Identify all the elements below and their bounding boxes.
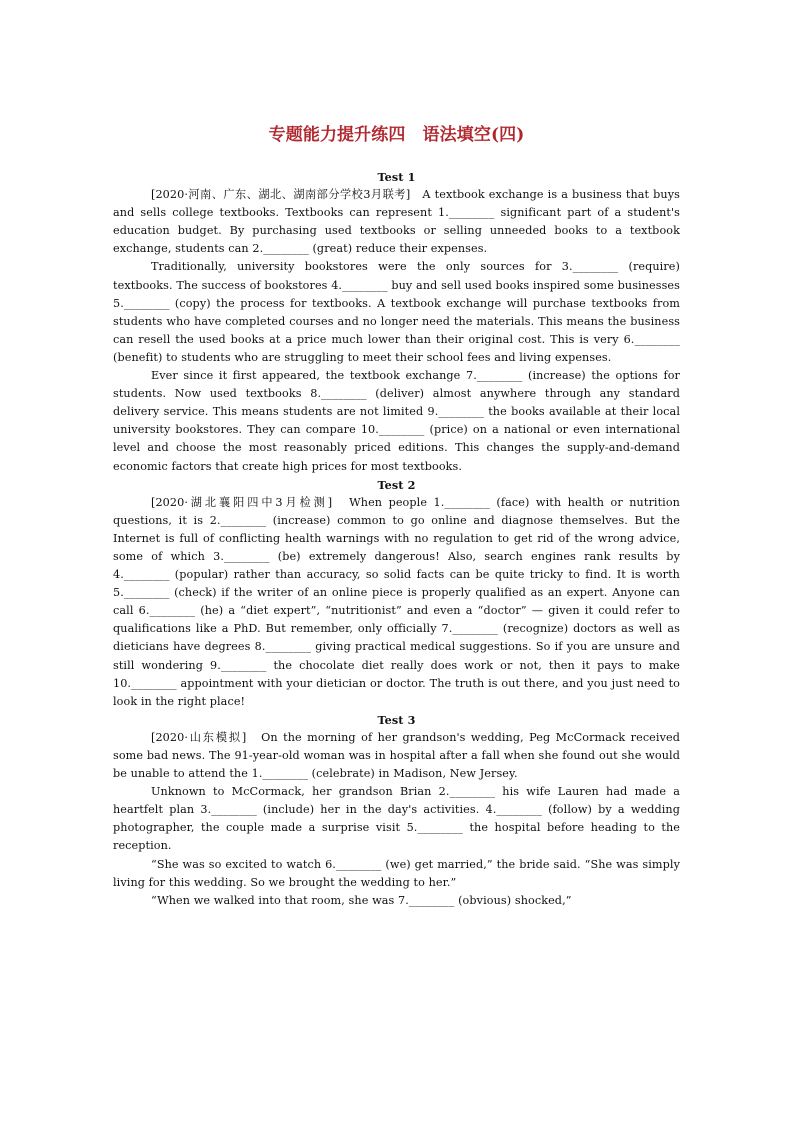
- test-1-paragraph-3: Ever since it first appeared, the textbook exchange 7.________ (increase) the options for students. Now used textbooks 8.________ (deliver) almost anywhere through any standard delivery service. This means students are not limited 9.________ the books available at their local university bookstores. They can compare 10.________ (price) on a national or even international level and choose the most reasonably priced editions. This changes the supply-and-demand economic factors that create high prices for most textbooks.: [113, 369, 680, 473]
- test-3-paragraph-1: [2020·山东模拟] On the morning of her grandson's wedding, Peg McCormack received some bad news. The 91-year-old woman was in hospital after a fall when she found out she would be unable to attend the 1.________ (celebrate) in Madison, New Jersey.: [113, 730, 680, 781]
- test-1-heading: Test 1: [377, 170, 416, 184]
- test-2-heading: Test 2: [377, 477, 416, 492]
- test-1-paragraph-2: Traditionally, university bookstores were the only sources for 3.________ (require) textbooks. The success of bookstores 4.________ buy and sell used books inspired some businesses 5.________ (copy) the process for textbooks. A textbook exchange will purchase textbooks from students who have completed courses and no longer need the materials. This means the business can resell the used books at a price much lower than their original cost. This is very 6.________ (benefit) to students who are struggling to meet their school fees and living expenses.: [113, 260, 680, 364]
- test-1-paragraph-1: [2020·河南、广东、湖北、湖南部分学校3月联考] A textbook exchange is a business that buys and sells college textbooks. Textbooks can represent 1.________ significant part of a student's education budget. By purchasing used textbooks or selling unneeded books to a textbook exchange, students can 2.________ (great) reduce their expenses.: [113, 188, 680, 256]
- test-2-paragraph-1: [2020·湖北襄阳四中3月检测] When people 1.________ (face) with health or nutrition questions, it is 2.________ (increase) common to go online and diagnose themselves. But the Internet is full of conflicting health warnings with no regulation to get rid of the wrong advice, some of which 3.________ (be) extremely dangerous! Also, search engines rank results by 4.________ (popular) rather than accuracy, so solid facts can be quite tricky to find. It is worth 5.________ (check) if the writer of an online piece is properly qualified as an expert. Anyone can call 6.________ (he) a “diet expert”, “nutritionist” and even a “doctor” — given it could refer to qualifications like a PhD. But remember, only officially 7.________ (recognize) doctors as well as dieticians have degrees 8.________ giving practical medical suggestions. So if you are unsure and still wondering 9.________ the chocolate diet really does work or not, then it pays to make 10.________ appointment with your dietician or doctor. The truth is out there, and you just need to look in the right place!: [113, 495, 680, 708]
- test-3-paragraph-4: “When we walked into that room, she was 7.________ (obvious) shocked,”: [151, 893, 572, 907]
- test-3-paragraph-2: Unknown to McCormack, her grandson Brian 2.________ his wife Lauren had made a heartfelt plan 3.________ (include) her in the day's activities. 4.________ (follow) by a wedding photographer, the couple made a surprise visit 5.________ the hospital before heading to the reception.: [113, 785, 680, 853]
- test-3-paragraph-3: “She was so excited to watch 6.________ (we) get married,” the bride said. “She was simply living for this wedding. So we brought the wedding to her.”: [113, 857, 680, 889]
- test-3-heading: Test 3: [377, 712, 416, 727]
- document-page: [113, 118, 680, 910]
- page-title: 专题能力提升练四 语法填空(四): [268, 125, 525, 145]
